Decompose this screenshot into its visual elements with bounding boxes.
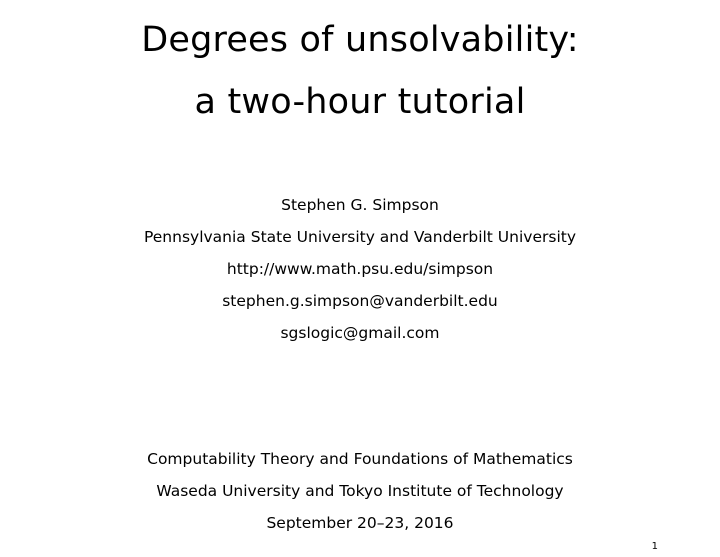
author-name: Stephen G. Simpson (281, 196, 439, 214)
slide-title-line-2: a two-hour tutorial (194, 82, 526, 122)
page-number: 1 (651, 541, 658, 552)
author-email-secondary: sgslogic@gmail.com (280, 324, 440, 342)
slide-title-line-1: Degrees of unsolvability: (141, 20, 579, 60)
author-email-primary: stephen.g.simpson@vanderbilt.edu (222, 292, 498, 310)
event-name: Computability Theory and Foundations of Mathematics (147, 450, 573, 468)
author-affiliation: Pennsylvania State University and Vanderbilt University (143, 228, 577, 246)
event-venue: Waseda University and Tokyo Institute of Technology (156, 482, 564, 500)
event-dates: September 20–23, 2016 (266, 514, 454, 532)
author-website: http://www.math.psu.edu/simpson (226, 260, 494, 278)
